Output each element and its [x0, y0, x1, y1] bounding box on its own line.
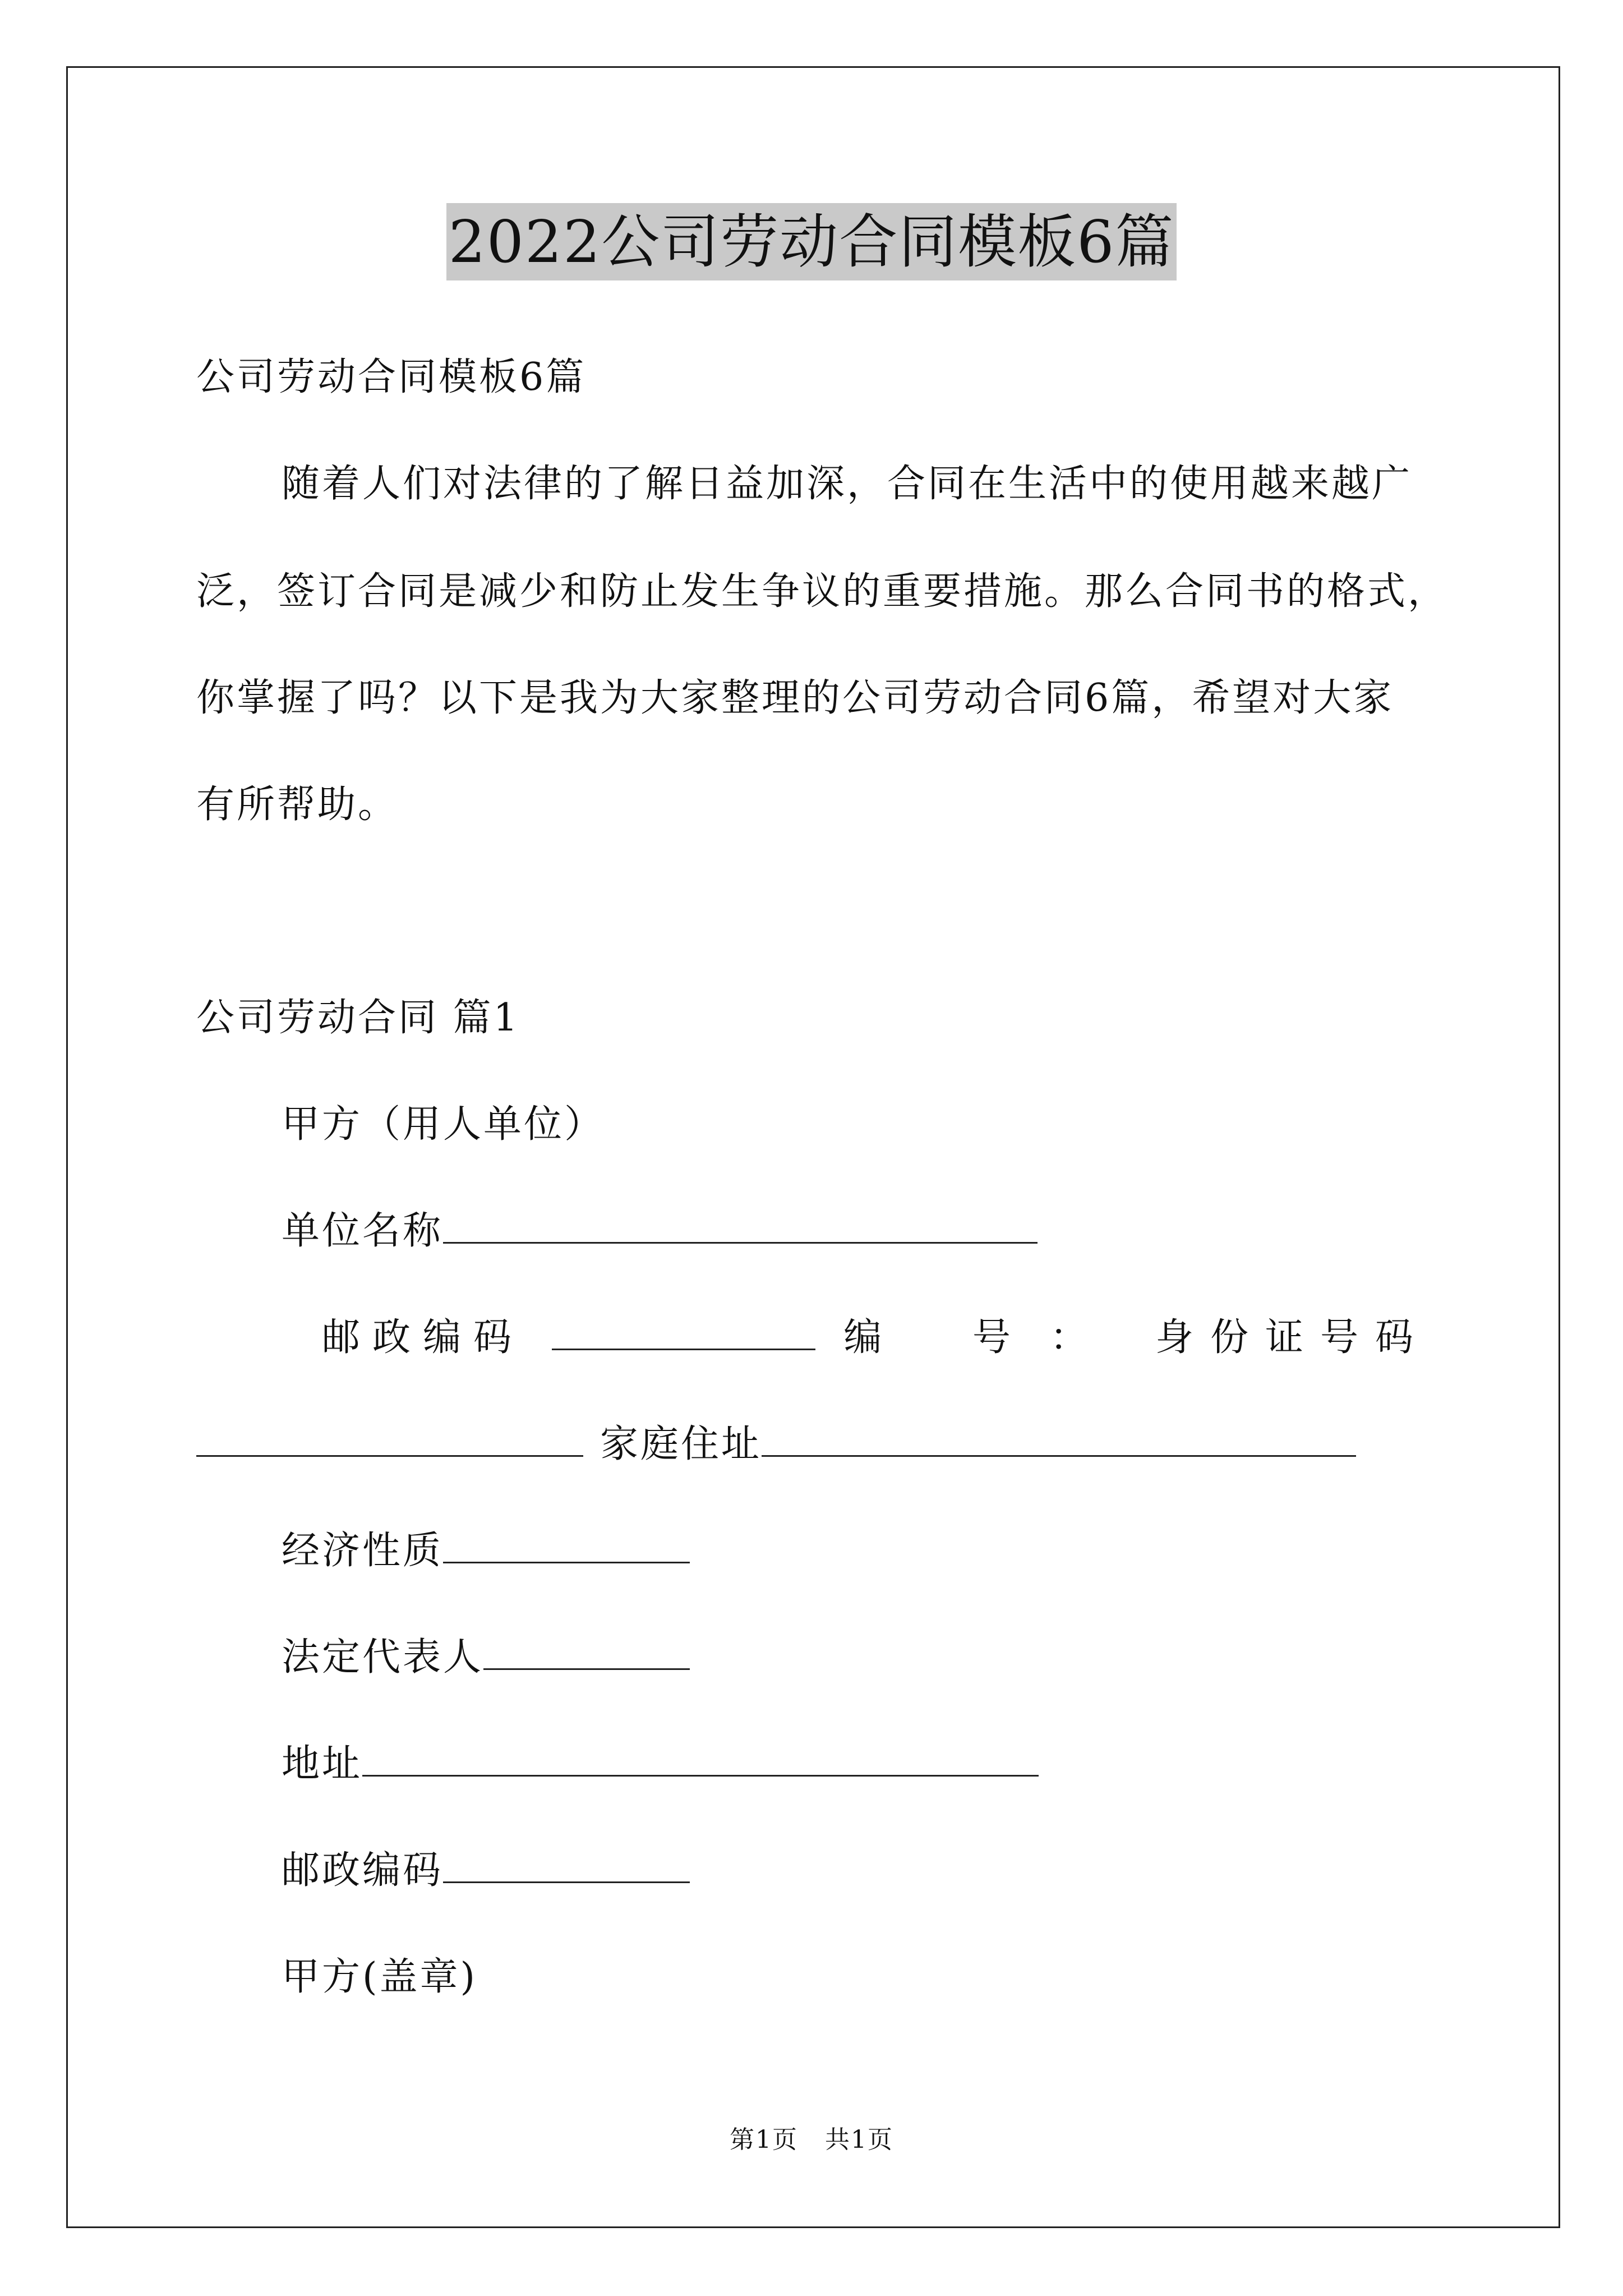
document-subtitle: 公司劳动合同模板6篇 — [196, 355, 587, 399]
economic-nature-field[interactable] — [443, 1527, 690, 1563]
intro-line-4: 有所帮助。 — [196, 783, 399, 827]
unit-name-label: 单位名称 — [282, 1209, 444, 1253]
id-number-field[interactable] — [196, 1420, 583, 1457]
postal-code-2-label: 邮政编码 — [282, 1848, 444, 1893]
home-address-label: 家庭住址 — [600, 1422, 762, 1466]
postal-number-id-row — [196, 1313, 1430, 1363]
economic-nature-row — [282, 1526, 690, 1576]
party-a-seal: 甲方(盖章) — [282, 1955, 478, 1999]
address-label: 地址 — [282, 1742, 363, 1786]
postal-code-field[interactable] — [552, 1314, 815, 1350]
postal-code-2-row — [282, 1846, 690, 1896]
postal-code-2-field[interactable] — [443, 1847, 690, 1883]
home-address-field[interactable] — [762, 1420, 1356, 1457]
id-number-label: 身份证号码 — [1155, 1315, 1430, 1360]
postal-code-label: 邮政编码 — [322, 1315, 524, 1360]
legal-rep-field[interactable] — [483, 1634, 690, 1670]
intro-line-3: 你掌握了吗？以下是我为大家整理的公司劳动合同6篇，希望对大家 — [196, 676, 1394, 720]
title-container — [0, 203, 1623, 280]
section-heading: 公司劳动合同 篇1 — [196, 996, 520, 1040]
unit-name-row — [282, 1206, 1038, 1257]
document-title: 2022公司劳动合同模板6篇 — [446, 203, 1177, 280]
page-footer: 第1页 共1页 — [730, 2125, 893, 2154]
intro-line-1: 随着人们对法律的了解日益加深，合同在生活中的使用越来越广 — [282, 462, 1413, 506]
legal-rep-row — [282, 1632, 690, 1683]
party-a-label: 甲方（用人单位） — [282, 1102, 605, 1147]
intro-line-2: 泛，签订合同是减少和防止发生争议的重要措施。那么合同书的格式， — [196, 569, 1449, 614]
economic-nature-label: 经济性质 — [282, 1529, 444, 1573]
number-label: 编 号： — [843, 1315, 1127, 1360]
address-field[interactable] — [362, 1740, 1039, 1777]
home-address-row — [196, 1419, 1356, 1470]
unit-name-field[interactable] — [443, 1207, 1038, 1244]
legal-rep-label: 法定代表人 — [282, 1635, 484, 1680]
address-row — [282, 1739, 1039, 1789]
